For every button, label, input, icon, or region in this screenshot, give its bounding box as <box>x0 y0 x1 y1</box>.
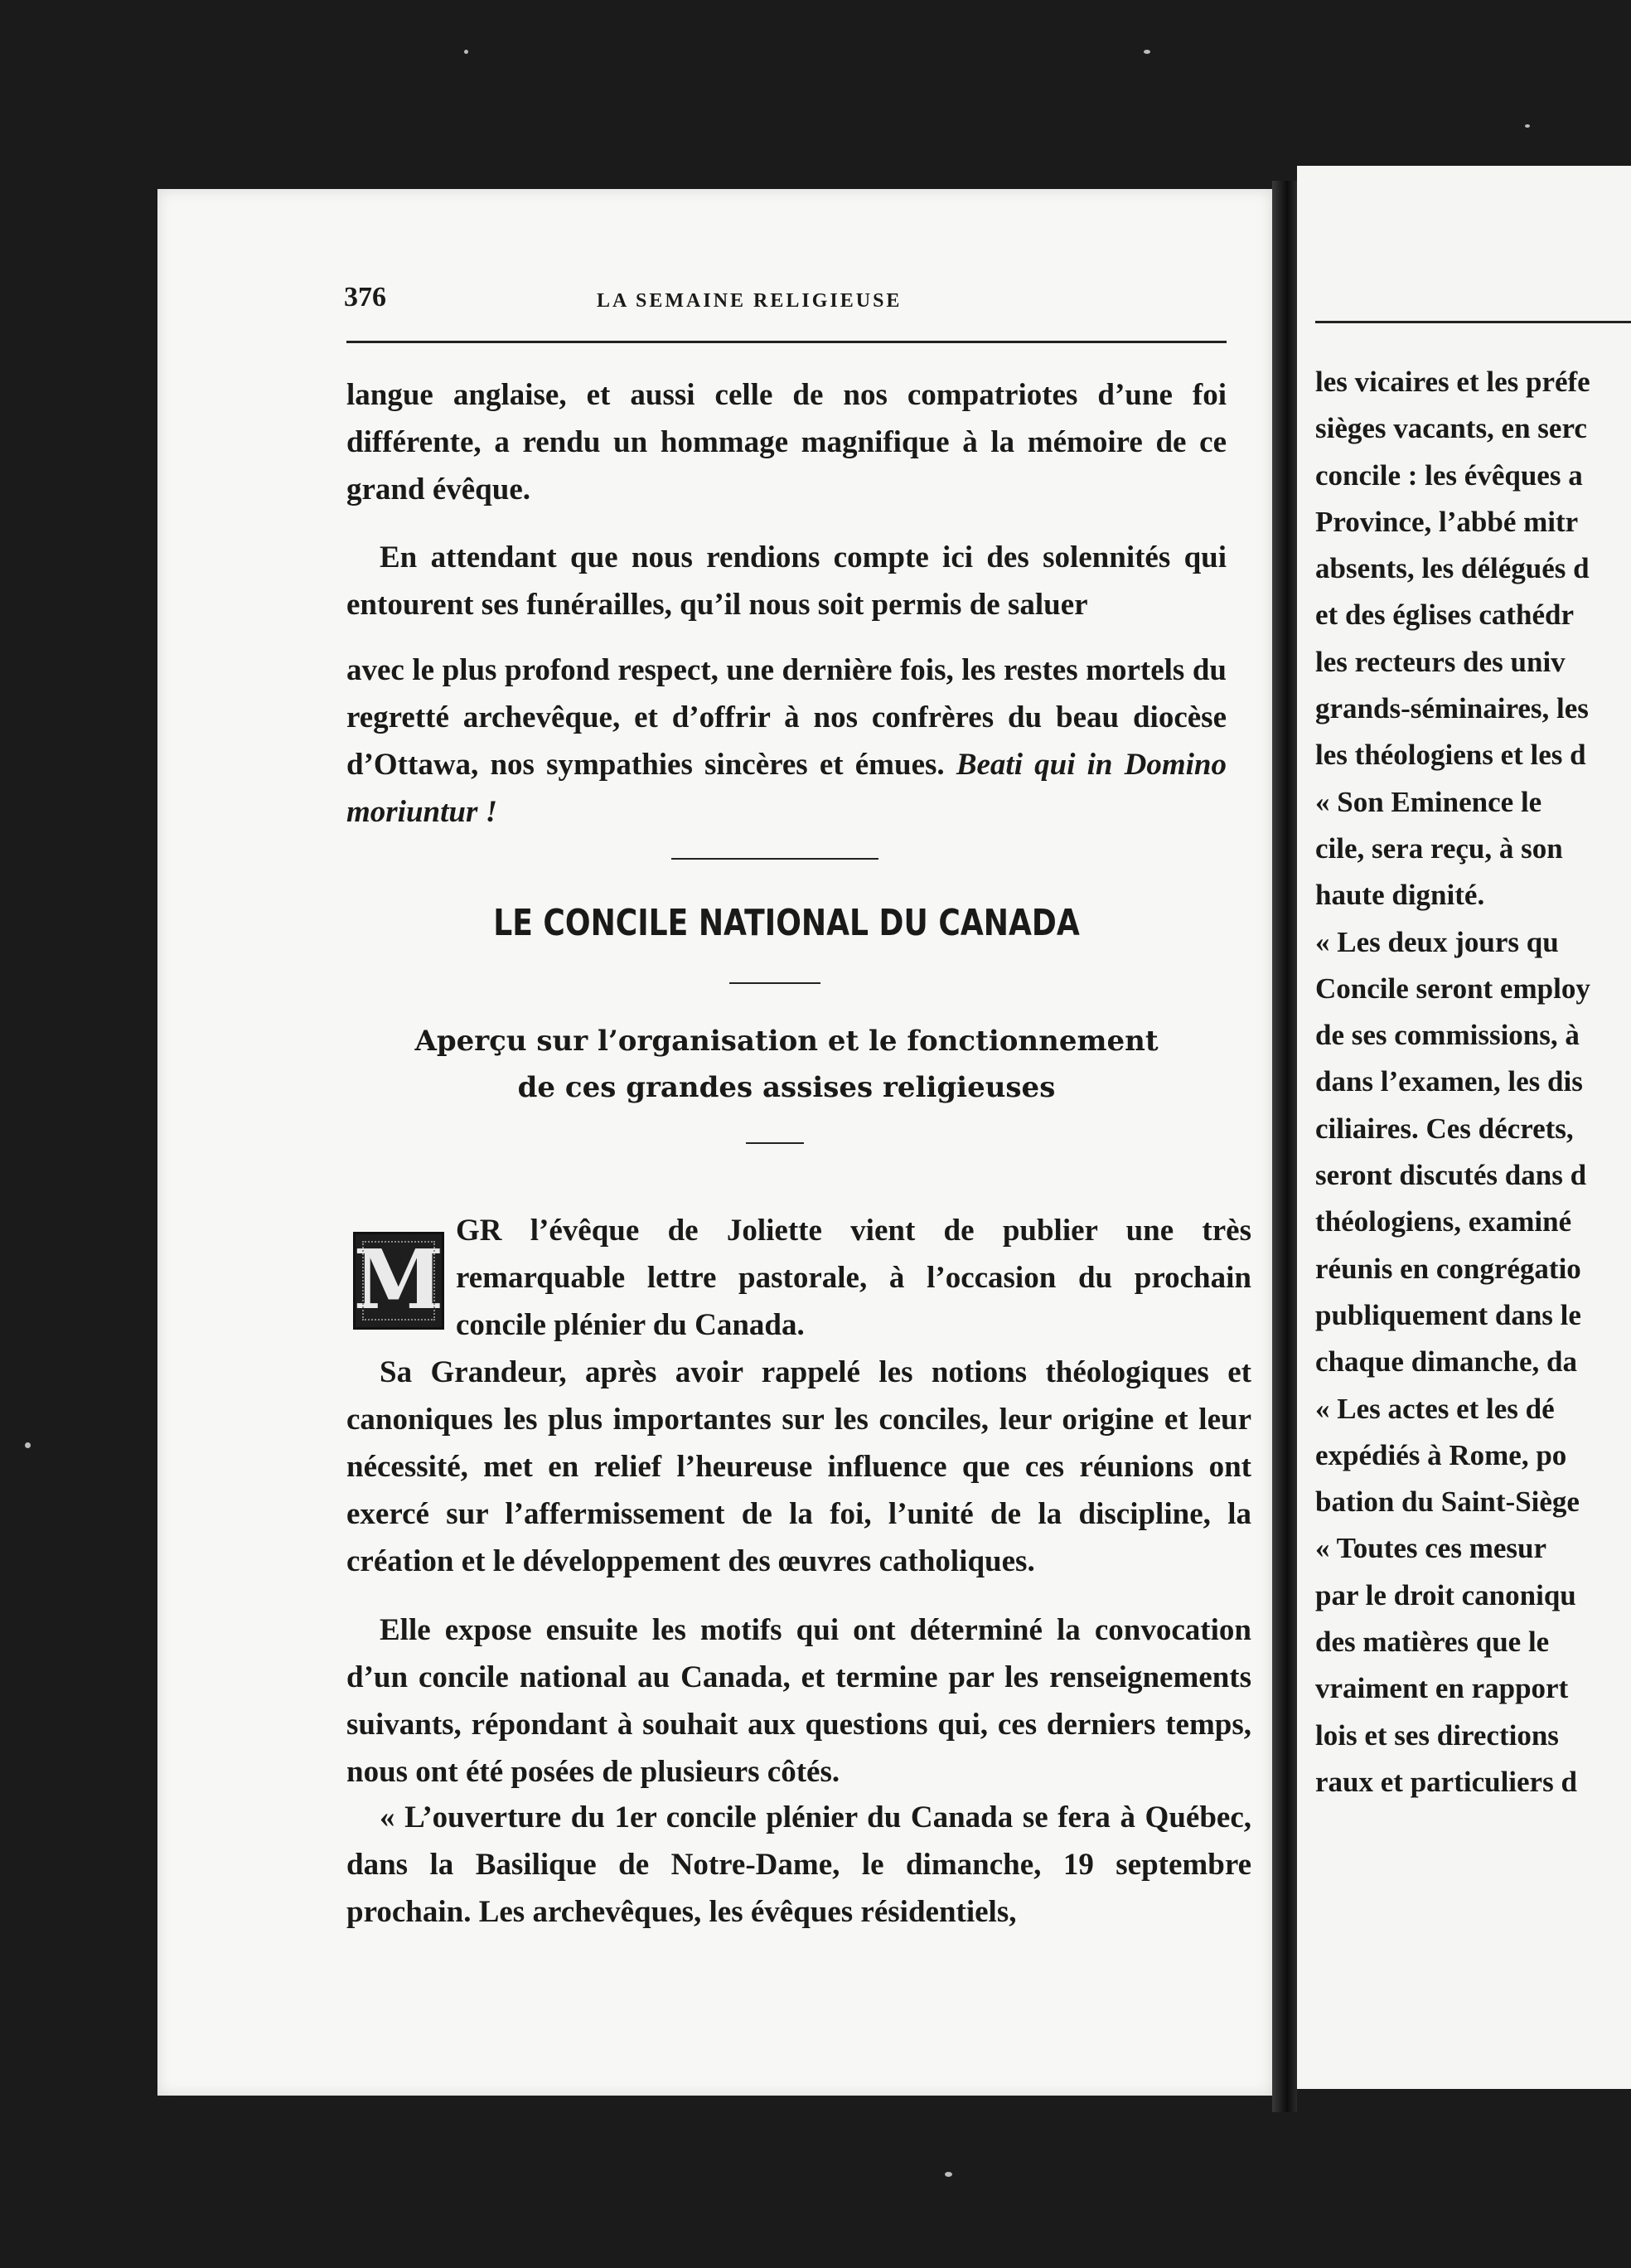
text-line: réunis en congrégatio <box>1315 1252 1581 1285</box>
paragraph-text: « L’ouverture du 1er concile plénier du Canada se fera à Québec, dans la Basilique de Notre-Dame, le dimanche, 19 septembre prochain. Les archevêques, les évêques résidentiels, <box>346 1800 1251 1929</box>
running-head-title: LA SEMAINE RELIGIEUSE <box>597 290 903 312</box>
text-line: bation du Saint-Siège <box>1315 1485 1580 1519</box>
text-line: ciliaires. Ces décrets, <box>1315 1112 1574 1145</box>
section-divider <box>671 858 878 860</box>
text-line: théologiens, examiné <box>1315 1205 1572 1238</box>
page-gutter <box>1272 181 1297 2112</box>
subtitle-divider <box>746 1142 804 1144</box>
text-line: dans l’examen, les dis <box>1315 1065 1583 1098</box>
text-line: « Son Eminence le <box>1315 785 1542 818</box>
intro-paragraph-1 <box>346 371 1227 513</box>
text-line: vraiment en rapport <box>1315 1672 1569 1705</box>
text-line: absents, les délégués d <box>1315 552 1590 585</box>
paragraph-text-roman: avec le plus profond respect, une dernière fois, les restes mortels du regretté archevêque, et d’offrir à nos confrères du beau diocèse d’Ottawa, nos sympathies sincères et émues. <box>346 653 1227 782</box>
dust-speck <box>464 50 468 54</box>
page-number: 376 <box>344 282 386 313</box>
paragraph-text: Sa Grandeur, après avoir rappelé les notions théologiques et canoniques les plus importantes sur les conciles, leur origine et leur nécessité, met en relief l’heureuse influence que ces réunions ont exercé sur l’affermissement de la foi, l’unité de la discipline, la création et le développement des œuvres catholiques. <box>346 1355 1251 1578</box>
header-rule <box>346 341 1227 343</box>
text-line: lois et ses directions <box>1315 1718 1559 1752</box>
text-line: concile : les évêques a <box>1315 458 1583 492</box>
text-line: seront discutés dans d <box>1315 1159 1587 1192</box>
text-line: publiquement dans le <box>1315 1298 1581 1331</box>
dust-speck <box>25 1442 31 1448</box>
text-line: expédiés à Rome, po <box>1315 1438 1567 1471</box>
text-line: par le droit canoniqu <box>1315 1578 1576 1611</box>
article-subtitle <box>346 1018 1227 1111</box>
text-line: de ses commissions, à <box>1315 1019 1580 1052</box>
text-line: « Toutes ces mesur <box>1315 1532 1547 1565</box>
text-line: Province, l’abbé mitr <box>1315 505 1579 538</box>
text-line: cile, sera reçu, à son <box>1315 831 1563 865</box>
text-line: chaque dimanche, da <box>1315 1345 1578 1379</box>
subtitle-line-1: Aperçu sur l’organisation et le fonctionnement <box>414 1025 1159 1058</box>
text-line: les théologiens et les d <box>1315 739 1586 772</box>
text-line: et des églises cathédr <box>1315 598 1575 632</box>
text-line: grands-séminaires, les <box>1315 692 1589 725</box>
text-line: les vicaires et les préfe <box>1315 366 1590 398</box>
text-line: haute dignité. <box>1315 879 1485 912</box>
paragraph-text: Elle expose ensuite les motifs qui ont déterminé la convocation d’un concile national au Canada, et termine par les renseignements suivants, répondant à souhait aux questions qui, ces derniers temps, nous ont été posées de plusieurs côtés. <box>346 1613 1251 1789</box>
text-line: « Les actes et les dé <box>1315 1392 1555 1425</box>
dropcap-ornament <box>353 1232 444 1330</box>
right-page <box>1297 166 1631 2089</box>
text-line: les recteurs des univ <box>1315 645 1566 678</box>
body-paragraph-4 <box>346 1794 1251 1936</box>
right-page-text <box>1315 359 1631 1805</box>
header-rule <box>1315 321 1631 323</box>
dust-speck <box>945 2172 952 2177</box>
paragraph-text <box>346 647 1227 836</box>
article-title: LE CONCILE NATIONAL DU CANADA <box>493 902 1080 944</box>
dust-speck <box>1525 124 1530 128</box>
subtitle-line-2: de ces grandes assises religieuses <box>517 1071 1056 1104</box>
paragraph-text: langue anglaise, et aussi celle de nos compatriotes d’une foi différente, a rendu un hommage magnifique à la mémoire de ce grand évêque. <box>346 378 1227 506</box>
body-paragraph-2 <box>346 1349 1251 1585</box>
dropcap-letter: M <box>353 1233 444 1328</box>
text-line: des matières que le <box>1315 1626 1550 1659</box>
text-line: raux et particuliers d <box>1315 1765 1577 1798</box>
dropcap-paragraph <box>456 1207 1251 1349</box>
body-paragraph-3 <box>346 1606 1251 1796</box>
dropcap-frame <box>362 1241 435 1321</box>
text-line: Concile seront employ <box>1315 972 1590 1005</box>
text-line: « Les deux jours qu <box>1315 925 1559 958</box>
intro-paragraph-2b <box>346 647 1227 836</box>
paragraph-text: En attendant que nous rendions compte ici des solennités qui entourent ses funérailles, qu’il nous soit permis de saluer <box>346 540 1227 622</box>
title-divider <box>729 982 820 984</box>
text-line: sièges vacants, en serc <box>1315 412 1587 445</box>
dust-speck <box>1144 50 1150 54</box>
intro-paragraph-2a <box>346 534 1227 628</box>
latin-quote: Beati qui in Domino moriuntur ! <box>346 748 1227 829</box>
paragraph-text: GR l’évêque de Joliette vient de publier une très remarquable lettre pastorale, à l’occasion du prochain concile plénier du Canada. <box>456 1214 1251 1342</box>
